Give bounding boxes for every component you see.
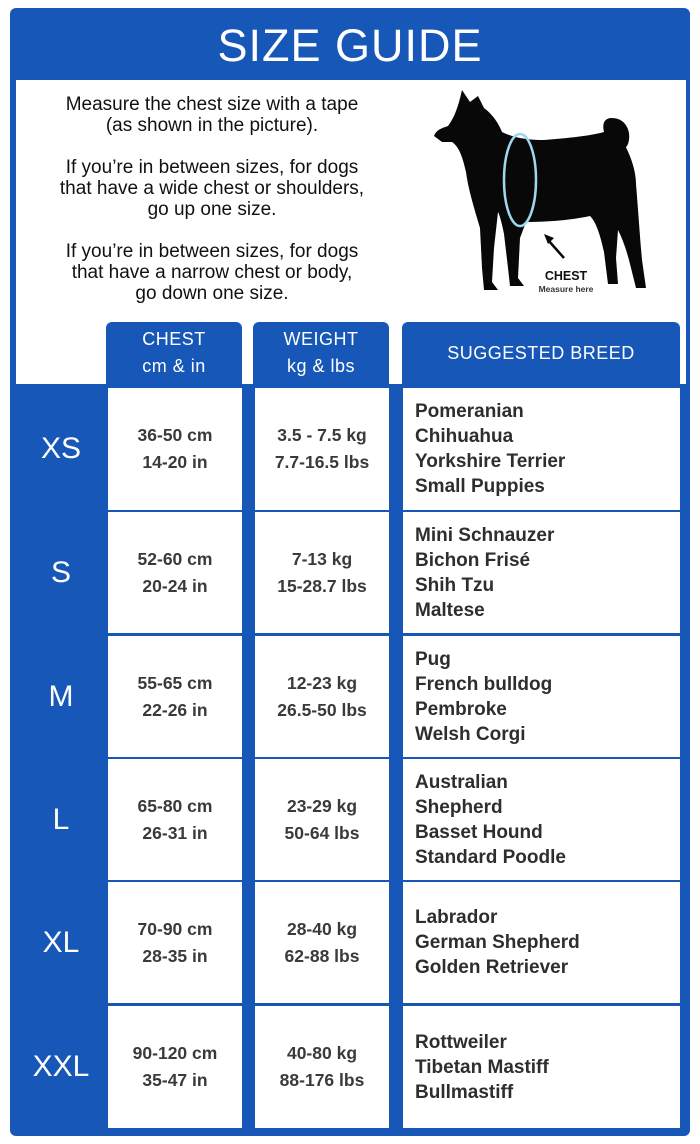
weight-kg: 12-23 kg [286, 672, 358, 693]
chest-in: 20-24 in [142, 575, 208, 596]
breed-item: Shih Tzu [415, 574, 495, 596]
weight-lbs: 7.7-16.5 lbs [274, 452, 370, 472]
chest-in: 26-31 in [142, 822, 208, 843]
weight-lbs: 26.5-50 lbs [277, 699, 367, 720]
weight-lbs: 15-28.7 lbs [277, 575, 367, 596]
breed-item: Pomeranian [415, 401, 524, 422]
breed-cell-xl [403, 882, 680, 1003]
weight-lbs: 88-176 lbs [279, 1070, 365, 1090]
size-label-xl: XL [42, 925, 80, 959]
chest-cm: 70-90 cm [137, 918, 213, 939]
weight-cell-l [255, 759, 389, 880]
chest-cell-s [108, 512, 242, 633]
intro-paragraph-size-down: If you’re in between sizes, for dogs that have a narrow chest or body, go down one size. [65, 241, 359, 304]
weight-lbs: 62-88 lbs [284, 945, 360, 966]
column-header-chest-units: cm & in [142, 356, 206, 376]
chest-in: 35-47 in [142, 1070, 208, 1090]
size-label-xxl: XXL [32, 1050, 90, 1083]
size-label-s: S [50, 555, 71, 589]
column-header-breed-title: SUGGESTED BREED [447, 342, 635, 363]
chest-cm: 36-50 cm [137, 425, 213, 445]
measure-here-label: Measure here [538, 284, 594, 294]
weight-cell-xs [255, 388, 389, 510]
breed-cell-s [403, 512, 680, 633]
chest-cm: 65-80 cm [137, 795, 213, 816]
weight-kg: 40-80 kg [286, 1043, 358, 1063]
breed-item: Labrador [415, 907, 498, 928]
column-header-breed [402, 322, 680, 384]
size-label-xs: XS [40, 432, 82, 465]
breed-item: Yorkshire Terrier [415, 451, 566, 472]
column-header-weight-units: kg & lbs [286, 356, 356, 376]
breed-item: German Shepherd [415, 932, 580, 953]
column-header-chest [106, 322, 242, 384]
breed-item: Welsh Corgi [415, 723, 526, 745]
breed-item: Tibetan Mastiff [415, 1056, 549, 1078]
chest-cm: 90-120 cm [132, 1043, 218, 1063]
weight-cell-xl [255, 882, 389, 1003]
breed-item: Bullmastiff [415, 1081, 514, 1103]
weight-kg: 23-29 kg [286, 795, 358, 816]
intro-paragraph-measure: Measure the chest size with a tape (as shown in the picture). [65, 94, 359, 136]
weight-cell-s [255, 512, 389, 633]
chest-cell-xxl [108, 1006, 242, 1128]
weight-kg: 3.5 - 7.5 kg [277, 425, 367, 445]
chest-in: 22-26 in [142, 699, 208, 720]
size-label-m: M [48, 679, 74, 713]
chest-cell-m [108, 636, 242, 757]
breed-cell-l [403, 759, 680, 880]
intro-paragraph-size-up: If you’re in between sizes, for dogs that have a wide chest or shoulders, go up one size. [59, 157, 365, 220]
chest-cm: 52-60 cm [137, 548, 213, 569]
chest-cell-xl [108, 882, 242, 1003]
page-title: SIZE GUIDE [217, 20, 483, 71]
chest-cell-l [108, 759, 242, 880]
breed-item: Australian [415, 771, 508, 793]
weight-kg: 28-40 kg [286, 918, 358, 939]
weight-lbs: 50-64 lbs [284, 822, 360, 843]
column-header-chest-title: CHEST [142, 329, 206, 349]
chest-in: 14-20 in [142, 452, 208, 472]
breed-cell-xxl [403, 1006, 680, 1128]
breed-cell-xs [403, 388, 680, 510]
column-header-weight [253, 322, 389, 384]
dog-silhouette-illustration [432, 88, 652, 308]
weight-cell-xxl [255, 1006, 389, 1128]
chest-in: 28-35 in [142, 945, 208, 966]
chest-cell-xs [108, 388, 242, 510]
pointer-arrow-icon [548, 240, 564, 258]
breed-item: Standard Poodle [415, 846, 566, 868]
breed-item: Basset Hound [415, 821, 543, 843]
intro-panel [16, 80, 686, 318]
breed-item: Shepherd [415, 796, 503, 818]
breed-cell-m [403, 636, 680, 757]
intro-text [16, 94, 408, 325]
breed-item: Rottweiler [415, 1031, 507, 1053]
breed-item: Small Puppies [415, 476, 545, 497]
breed-item: Mini Schnauzer [415, 524, 555, 546]
breed-item: Bichon Frisé [415, 549, 531, 571]
chest-cm: 55-65 cm [137, 672, 213, 693]
weight-kg: 7-13 kg [291, 548, 353, 569]
column-header-weight-title: WEIGHT [283, 329, 359, 349]
chest-label: CHEST [544, 269, 588, 283]
breed-item: Golden Retriever [415, 957, 569, 978]
breed-item: French bulldog [415, 673, 553, 695]
size-label-l: L [52, 802, 70, 836]
breed-item: Chihuahua [415, 426, 514, 447]
breed-item: Pembroke [415, 698, 507, 720]
arrow-head-icon [544, 234, 554, 244]
breed-item: Pug [415, 648, 451, 670]
dog-icon [434, 90, 646, 290]
weight-cell-m [255, 636, 389, 757]
breed-item: Maltese [415, 599, 485, 621]
